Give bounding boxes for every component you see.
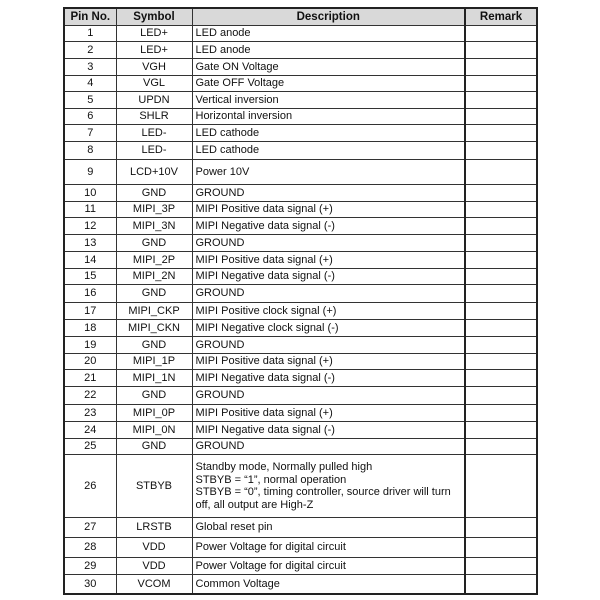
pin-cell: 11 bbox=[64, 202, 116, 218]
remark-cell bbox=[465, 235, 537, 252]
symbol-cell: LED- bbox=[116, 142, 192, 160]
table-row bbox=[64, 160, 537, 185]
table-row bbox=[64, 354, 537, 370]
symbol-cell: GND bbox=[116, 185, 192, 202]
remark-cell bbox=[465, 337, 537, 354]
table-row bbox=[64, 518, 537, 538]
table-row bbox=[64, 405, 537, 422]
remark-cell bbox=[465, 269, 537, 285]
symbol-cell: SHLR bbox=[116, 109, 192, 125]
table-row bbox=[64, 218, 537, 235]
pin-assignment-table bbox=[63, 7, 538, 595]
remark-cell bbox=[465, 185, 537, 202]
description-cell: LED anode bbox=[192, 42, 465, 59]
symbol-cell: MIPI_3N bbox=[116, 218, 192, 235]
description-cell: GROUND bbox=[192, 439, 465, 455]
table-row bbox=[64, 269, 537, 285]
table-row bbox=[64, 109, 537, 125]
symbol-cell: GND bbox=[116, 337, 192, 354]
pin-cell: 26 bbox=[64, 455, 116, 518]
symbol-cell: LCD+10V bbox=[116, 160, 192, 185]
remark-cell bbox=[465, 538, 537, 558]
description-cell: Common Voltage bbox=[192, 575, 465, 594]
pin-cell: 25 bbox=[64, 439, 116, 455]
description-cell: Horizontal inversion bbox=[192, 109, 465, 125]
symbol-cell: LRSTB bbox=[116, 518, 192, 538]
pin-cell: 5 bbox=[64, 92, 116, 109]
remark-cell bbox=[465, 202, 537, 218]
pin-cell: 16 bbox=[64, 285, 116, 303]
description-cell: MIPI Negative data signal (-) bbox=[192, 269, 465, 285]
pin-cell: 28 bbox=[64, 538, 116, 558]
pin-cell: 4 bbox=[64, 76, 116, 92]
symbol-cell: VDD bbox=[116, 538, 192, 558]
pin-cell: 12 bbox=[64, 218, 116, 235]
pin-cell: 21 bbox=[64, 370, 116, 387]
remark-cell bbox=[465, 558, 537, 575]
pin-cell: 15 bbox=[64, 269, 116, 285]
remark-cell bbox=[465, 370, 537, 387]
symbol-cell: MIPI_0P bbox=[116, 405, 192, 422]
symbol-cell: GND bbox=[116, 439, 192, 455]
symbol-cell: STBYB bbox=[116, 455, 192, 518]
table-row bbox=[64, 387, 537, 405]
pin-cell: 13 bbox=[64, 235, 116, 252]
header-remark: Remark bbox=[465, 8, 537, 26]
pin-cell: 1 bbox=[64, 26, 116, 42]
remark-cell bbox=[465, 320, 537, 337]
description-cell: GROUND bbox=[192, 235, 465, 252]
symbol-cell: VDD bbox=[116, 558, 192, 575]
table-row bbox=[64, 422, 537, 439]
description-cell: MIPI Negative clock signal (-) bbox=[192, 320, 465, 337]
header-pin-no: Pin No. bbox=[64, 8, 116, 26]
remark-cell bbox=[465, 285, 537, 303]
description-cell: MIPI Positive data signal (+) bbox=[192, 405, 465, 422]
remark-cell bbox=[465, 160, 537, 185]
table-row bbox=[64, 370, 537, 387]
table-row bbox=[64, 455, 537, 518]
pin-cell: 29 bbox=[64, 558, 116, 575]
description-cell: MIPI Negative data signal (-) bbox=[192, 370, 465, 387]
symbol-cell: MIPI_0N bbox=[116, 422, 192, 439]
description-cell: MIPI Positive clock signal (+) bbox=[192, 303, 465, 320]
symbol-cell: MIPI_1P bbox=[116, 354, 192, 370]
description-cell: GROUND bbox=[192, 285, 465, 303]
table-row bbox=[64, 575, 537, 594]
description-cell: LED cathode bbox=[192, 142, 465, 160]
table-row bbox=[64, 42, 537, 59]
table-row bbox=[64, 202, 537, 218]
remark-cell bbox=[465, 92, 537, 109]
description-cell: Gate OFF Voltage bbox=[192, 76, 465, 92]
table-row bbox=[64, 285, 537, 303]
symbol-cell: MIPI_CKP bbox=[116, 303, 192, 320]
pin-cell: 18 bbox=[64, 320, 116, 337]
description-cell: Global reset pin bbox=[192, 518, 465, 538]
pin-cell: 6 bbox=[64, 109, 116, 125]
table-row bbox=[64, 538, 537, 558]
description-cell: LED cathode bbox=[192, 125, 465, 142]
pin-cell: 24 bbox=[64, 422, 116, 439]
pin-cell: 22 bbox=[64, 387, 116, 405]
symbol-cell: GND bbox=[116, 387, 192, 405]
remark-cell bbox=[465, 125, 537, 142]
header-description: Description bbox=[192, 8, 465, 26]
description-cell: Power Voltage for digital circuit bbox=[192, 538, 465, 558]
table-row bbox=[64, 558, 537, 575]
symbol-cell: UPDN bbox=[116, 92, 192, 109]
table-row bbox=[64, 26, 537, 42]
pin-cell: 23 bbox=[64, 405, 116, 422]
description-cell: Power 10V bbox=[192, 160, 465, 185]
pin-cell: 19 bbox=[64, 337, 116, 354]
description-cell: GROUND bbox=[192, 387, 465, 405]
remark-cell bbox=[465, 42, 537, 59]
table-row bbox=[64, 337, 537, 354]
remark-cell bbox=[465, 439, 537, 455]
remark-cell bbox=[465, 76, 537, 92]
symbol-cell: MIPI_1N bbox=[116, 370, 192, 387]
symbol-cell: GND bbox=[116, 235, 192, 252]
remark-cell bbox=[465, 422, 537, 439]
remark-cell bbox=[465, 354, 537, 370]
table-header-row bbox=[64, 8, 537, 26]
symbol-cell: VCOM bbox=[116, 575, 192, 594]
table-row bbox=[64, 252, 537, 269]
pin-cell: 9 bbox=[64, 160, 116, 185]
remark-cell bbox=[465, 218, 537, 235]
symbol-cell: LED+ bbox=[116, 26, 192, 42]
pin-cell: 20 bbox=[64, 354, 116, 370]
description-cell: MIPI Positive data signal (+) bbox=[192, 354, 465, 370]
pin-cell: 3 bbox=[64, 59, 116, 76]
remark-cell bbox=[465, 518, 537, 538]
remark-cell bbox=[465, 109, 537, 125]
description-cell: Standby mode, Normally pulled high STBYB = “1”, normal operation STBYB = “0”, timing controller, source driver will turn off, all output are High-Z bbox=[192, 455, 465, 518]
symbol-cell: LED+ bbox=[116, 42, 192, 59]
table-row bbox=[64, 142, 537, 160]
table-row bbox=[64, 92, 537, 109]
pin-cell: 27 bbox=[64, 518, 116, 538]
remark-cell bbox=[465, 455, 537, 518]
header-symbol: Symbol bbox=[116, 8, 192, 26]
table-row bbox=[64, 125, 537, 142]
description-cell: Gate ON Voltage bbox=[192, 59, 465, 76]
pin-cell: 2 bbox=[64, 42, 116, 59]
table-row bbox=[64, 439, 537, 455]
symbol-cell: VGL bbox=[116, 76, 192, 92]
symbol-cell: MIPI_2P bbox=[116, 252, 192, 269]
description-cell: MIPI Negative data signal (-) bbox=[192, 218, 465, 235]
pin-cell: 8 bbox=[64, 142, 116, 160]
description-cell: MIPI Negative data signal (-) bbox=[192, 422, 465, 439]
symbol-cell: MIPI_CKN bbox=[116, 320, 192, 337]
remark-cell bbox=[465, 26, 537, 42]
pin-cell: 7 bbox=[64, 125, 116, 142]
remark-cell bbox=[465, 405, 537, 422]
remark-cell bbox=[465, 59, 537, 76]
description-cell: GROUND bbox=[192, 185, 465, 202]
symbol-cell: LED- bbox=[116, 125, 192, 142]
remark-cell bbox=[465, 303, 537, 320]
symbol-cell: VGH bbox=[116, 59, 192, 76]
symbol-cell: MIPI_3P bbox=[116, 202, 192, 218]
description-cell: MIPI Positive data signal (+) bbox=[192, 202, 465, 218]
description-cell: GROUND bbox=[192, 337, 465, 354]
table-row bbox=[64, 320, 537, 337]
pin-cell: 17 bbox=[64, 303, 116, 320]
description-cell: MIPI Positive data signal (+) bbox=[192, 252, 465, 269]
remark-cell bbox=[465, 142, 537, 160]
table-row bbox=[64, 59, 537, 76]
description-cell: LED anode bbox=[192, 26, 465, 42]
symbol-cell: GND bbox=[116, 285, 192, 303]
pin-cell: 10 bbox=[64, 185, 116, 202]
table-row bbox=[64, 235, 537, 252]
pin-cell: 30 bbox=[64, 575, 116, 594]
table-row bbox=[64, 303, 537, 320]
pin-cell: 14 bbox=[64, 252, 116, 269]
remark-cell bbox=[465, 575, 537, 594]
table-row bbox=[64, 76, 537, 92]
symbol-cell: MIPI_2N bbox=[116, 269, 192, 285]
remark-cell bbox=[465, 252, 537, 269]
table-row bbox=[64, 185, 537, 202]
description-cell: Power Voltage for digital circuit bbox=[192, 558, 465, 575]
remark-cell bbox=[465, 387, 537, 405]
description-cell: Vertical inversion bbox=[192, 92, 465, 109]
